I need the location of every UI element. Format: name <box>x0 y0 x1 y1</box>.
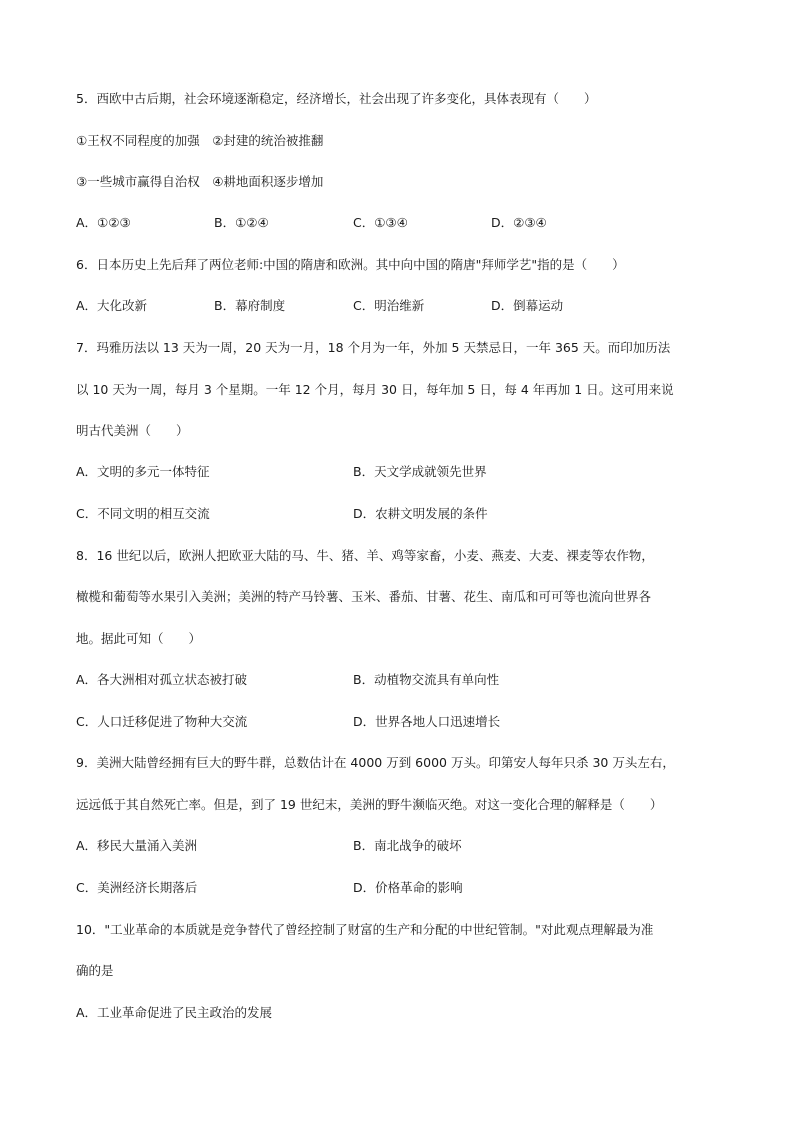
question-7-option-a: A．文明的多元一体特征 <box>76 464 210 479</box>
question-7-option-d: D．农耕文明发展的条件 <box>353 506 488 521</box>
question-6-option-c: C．明治维新 <box>353 298 425 313</box>
question-6-stem: 6．日本历史上先后拜了两位老师:中国的隋唐和欧洲。其中向中国的隋唐"拜师学艺"指的是（ ） <box>76 257 625 272</box>
question-8-option-c: C．人口迁移促进了物种大交流 <box>76 714 248 729</box>
question-7-stem-line: 以 10 天为一周，每月 3 个星期。一年 12 个月，每月 30 日，每年加 5 日，每 4 年再加 1 日。这可用来说 <box>76 382 674 397</box>
question-8-option-b: B．动植物交流具有单向性 <box>353 672 500 687</box>
question-9-stem-line: 9．美洲大陆曾经拥有巨大的野牛群，总数估计在 4000 万到 6000 万头。印第安人每年只杀 30 万头左右， <box>76 755 675 770</box>
question-8-option-d: D．世界各地人口迅速增长 <box>353 714 501 729</box>
question-8-stem-line: 橄榄和葡萄等水果引入美洲；美洲的特产马铃薯、玉米、番茄、甘薯、花生、南瓜和可可等也流向世界各 <box>76 589 652 604</box>
question-8-option-a: A．各大洲相对孤立状态被打破 <box>76 672 248 687</box>
question-8-stem-line: 地。据此可知（ ） <box>76 631 202 646</box>
question-10-stem-line: 确的是 <box>76 963 114 978</box>
question-7-option-b: B．天文学成就领先世界 <box>353 464 487 479</box>
question-9-stem-line: 远远低于其自然死亡率。但是，到了 19 世纪末，美洲的野牛濒临灭绝。对这一变化合理的解释是（ ） <box>76 797 663 812</box>
question-5-item-line: ①王权不同程度的加强 ②封建的统治被推翻 <box>76 133 324 148</box>
question-5-option-a: A．①②③ <box>76 215 131 230</box>
question-5-option-c: C．①③④ <box>353 215 408 230</box>
question-7-stem-line: 7．玛雅历法以 13 天为一周，20 天为一月，18 个月为一年，外加 5 天禁忌日，一年 365 天。而印加历法 <box>76 340 671 355</box>
question-5-item-line: ③一些城市赢得自治权 ④耕地面积逐步增加 <box>76 174 324 189</box>
question-7-stem-line: 明古代美洲（ ） <box>76 423 189 438</box>
question-5-stem: 5．西欧中古后期，社会环境逐渐稳定，经济增长，社会出现了许多变化，具体表现有（ ） <box>76 91 597 106</box>
question-8-stem-line: 8．16 世纪以后，欧洲人把欧亚大陆的马、牛、猪、羊、鸡等家畜，小麦、燕麦、大麦、裸麦等农作物， <box>76 548 654 563</box>
question-5-option-b: B．①②④ <box>214 215 269 230</box>
question-9-option-a: A．移民大量涌入美洲 <box>76 838 198 853</box>
question-6-option-b: B．幕府制度 <box>214 298 286 313</box>
question-10-option-a: A．工业革命促进了民主政治的发展 <box>76 1005 273 1020</box>
question-6-option-d: D．倒幕运动 <box>491 298 564 313</box>
question-10-stem-line: 10．"工业革命的本质就是竞争替代了曾经控制了财富的生产和分配的中世纪管制。"对此观点理解最为准 <box>76 922 654 937</box>
question-9-option-c: C．美洲经济长期落后 <box>76 880 198 895</box>
question-7-option-c: C．不同文明的相互交流 <box>76 506 210 521</box>
question-9-option-b: B．南北战争的破坏 <box>353 838 462 853</box>
question-5-option-d: D．②③④ <box>491 215 547 230</box>
question-6-option-a: A．大化改新 <box>76 298 148 313</box>
question-9-option-d: D．价格革命的影响 <box>353 880 463 895</box>
